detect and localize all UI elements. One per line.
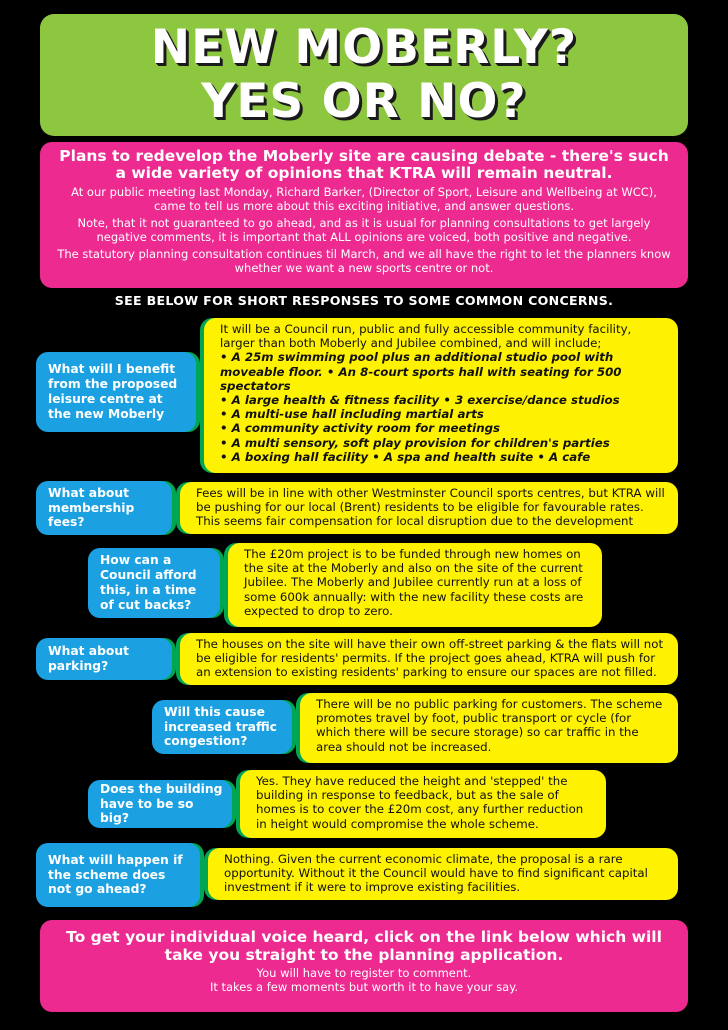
answer-membership-text: Fees will be in line with other Westminster Council sports centres, but KTRA will be pushing for our local (Brent) residents to be eligible for favourable rates. This seems fair compensation for local disruption due to the development [196,486,665,529]
benefit-item: • A multi-use hall including martial arts [220,407,484,422]
answer-funding-text: The £20m project is to be funded through new homes on the site at the Moberly and also on the site of the current Jubilee. The Moberly and Jubilee currently run at a loss of some 600k annually: with the new facility these costs are expected to drop to zero. [244,547,584,618]
answer-parking [180,633,678,685]
question-funding [88,548,220,618]
footer-line-2: It takes a few moments but worth it to have your say. [209,980,519,994]
question-no-go [36,843,200,907]
benefit-item: • A community activity room for meetings [220,421,501,436]
question-funding-text: How can a Council afford this, in a time of cut backs? [100,553,197,612]
question-size [88,780,232,828]
answer-no-go [208,848,678,900]
question-benefits [36,352,196,432]
answer-no-go-text: Nothing. Given the current economic climate, the proposal is a rare opportunity. Without it the Council would have to find significant capital investment if it were to improve existing facilities. [224,852,648,895]
answer-parking-text: The houses on the site will have their own off-street parking & the flats will not be eligible for residents' permits. If the project goes ahead, KTRA will push for an extension to existing residents' parking to ensure our spaces are not filled. [196,637,664,680]
footer-panel [40,920,688,1012]
question-no-go-text: What will happen if the scheme does not go ahead? [48,852,183,897]
question-benefits-text: What will I benefit from the proposed leisure centre at the new Moberly [48,362,178,421]
question-traffic [152,700,292,754]
question-traffic-text: Will this cause increased traffic congestion? [164,704,277,749]
answer-membership [180,482,678,534]
answer-funding [228,543,602,627]
title-banner [40,14,688,136]
question-parking-text: What about parking? [48,644,129,673]
answer-benefits-intro: It will be a Council run, public and fully accessible community facility, larger than both Moberly and Jubilee combined, and will include; [220,322,632,351]
title-line-1: NEW MOBERLY? [150,20,578,75]
answer-size [240,770,606,838]
intro-paragraph-1: At our public meeting last Monday, Richard Barker, (Director of Sport, Leisure and Wellbeing at WCC), came to tell us more about this exciting initiative, and answer questions. [71,185,657,213]
answer-traffic-text: There will be no public parking for customers. The scheme promotes travel by foot, public transport or cycle (for which there will be secure storage) so car traffic in the area should not be increased. [316,697,663,754]
section-heading: SEE BELOW FOR SHORT RESPONSES TO SOME COMMON CONCERNS. [114,293,614,308]
question-size-text: Does the building have to be so big? [100,781,223,826]
answer-traffic [300,693,678,763]
footer-headline: To get your individual voice heard, click on the link below which will take you straight to the planning application. [66,928,662,964]
benefit-item: • A 25m swimming pool plus an additional studio pool with moveable floor. • An 8-court sports hall with seating for 500 spectators [220,350,622,393]
intro-panel [40,142,688,288]
benefit-item: • A boxing hall facility • A spa and health suite • A cafe [220,449,591,464]
footer-line-1: You will have to register to comment. [256,966,472,980]
intro-headline: Plans to redevelop the Moberly site are causing debate - there's such a wide variety of opinions that KTRA will remain neutral. [59,147,669,182]
title-line-2: YES OR NO? [201,74,527,129]
answer-benefits [204,318,678,473]
question-parking [36,638,172,680]
intro-paragraph-3: The statutory planning consultation continues til March, and we all have the right to let the planners know whether we want a new sports centre or not. [57,247,671,275]
answer-size-text: Yes. They have reduced the height and 'stepped' the building in response to feedback, but as the sale of homes is to cover the £20m cost, any further reduction in height would compromise the whole scheme. [256,774,584,831]
question-membership [36,481,172,535]
benefit-item: • A large health & fitness facility • 3 exercise/dance studios [220,393,620,408]
question-membership-text: What about membership fees? [48,485,135,530]
benefit-item: • A multi sensory, soft play provision for children's parties [220,435,610,450]
intro-paragraph-2: Note, that it not guaranteed to go ahead, and as it is usual for planning consultations to get largely negative comments, it is important that ALL opinions are voiced, both positive and negative. [77,216,651,244]
